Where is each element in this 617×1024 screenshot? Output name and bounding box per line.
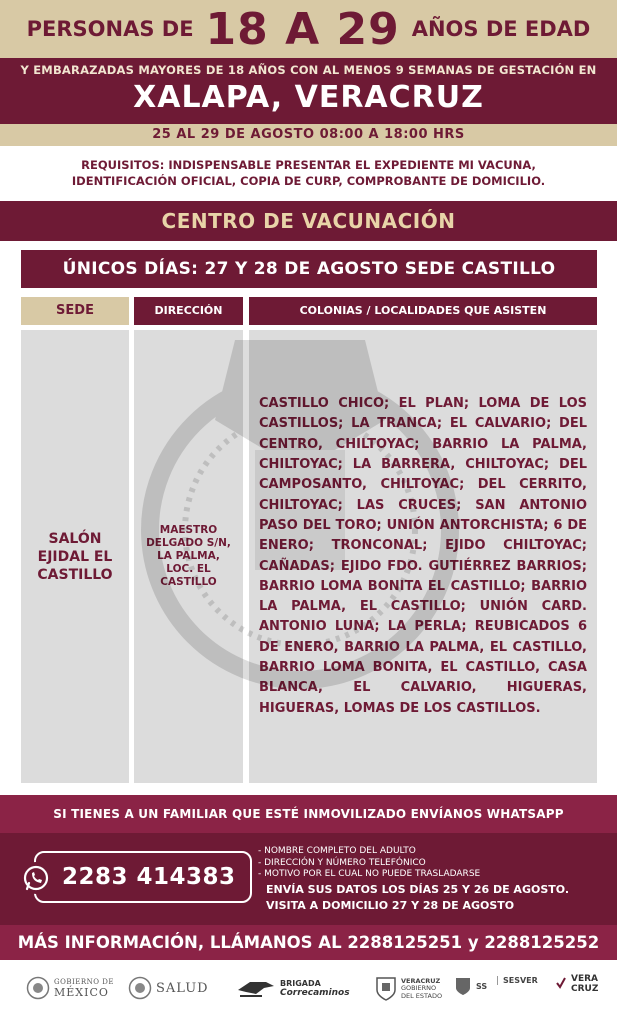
mexico-text: MÉXICO xyxy=(54,985,109,999)
brigada-correcaminos-logo xyxy=(236,976,350,1000)
phone-box[interactable] xyxy=(34,851,252,903)
table-cell-sede xyxy=(21,330,129,783)
salud-logo xyxy=(128,976,209,1000)
center-title: CENTRO DE VACUNACIÓN xyxy=(0,201,617,241)
table-header-colonias: COLONIAS / LOCALIDADES QUE ASISTEN xyxy=(249,297,597,325)
whatsapp-section xyxy=(0,833,617,925)
send-info-line-2: VISITA A DOMICILIO 27 Y 28 DE AGOSTO xyxy=(266,899,515,912)
send-info-line-1: ENVÍA SUS DATOS LOS DÍAS 25 Y 26 DE AGOSTO. xyxy=(266,883,570,896)
only-days-banner: ÚNICOS DÍAS: 27 Y 28 DE AGOSTO SEDE CASTILLO xyxy=(21,250,597,288)
requirements-text xyxy=(40,157,577,189)
dates-bar: 25 AL 29 DE AGOSTO 08:00 A 18:00 HRS xyxy=(0,124,617,146)
sesver-logo xyxy=(497,976,538,985)
check-icon xyxy=(555,975,567,993)
salud-seal-icon xyxy=(128,976,152,1000)
direccion-text: MAESTRO DELGADO S/N, LA PALMA, LOC. EL CASTILLO xyxy=(146,524,231,588)
correcaminos-text: Correcaminos xyxy=(280,987,350,998)
veracruz-gobierno-logo xyxy=(375,976,442,1002)
table-cell-colonias xyxy=(249,330,597,783)
veracruz-text: VERACRUZ xyxy=(401,976,441,985)
roadrunner-icon xyxy=(236,976,276,1000)
header-location-banner xyxy=(0,58,617,124)
whatsapp-icon xyxy=(20,862,52,894)
ss-logo xyxy=(454,976,487,996)
eagle-seal-icon xyxy=(26,976,50,1000)
logos-footer xyxy=(0,960,617,1024)
brigada-text: BRIGADA xyxy=(280,978,321,988)
header-suffix: AÑOS DE EDAD xyxy=(411,17,591,41)
requirements-line-1: REQUISITOS: INDISPENSABLE PRESENTAR EL EXPEDIENTE MI VACUNA, xyxy=(81,158,536,172)
veracruz-brand-logo xyxy=(555,974,598,994)
gobierno-text: GOBIERNO DE xyxy=(54,977,114,986)
header-age-range: 18 A 29 xyxy=(205,3,400,55)
ss-text: SS xyxy=(476,981,488,991)
table-cell-direccion xyxy=(134,330,243,783)
veracruz-shield-icon xyxy=(375,976,397,1002)
table-header-sede: SEDE xyxy=(21,297,129,325)
more-info-banner: MÁS INFORMACIÓN, LLÁMANOS AL 2288125251 y 2288125252 xyxy=(0,925,617,960)
ss-shield-icon xyxy=(454,976,472,996)
sede-text: SALÓN EJIDAL EL CASTILLO xyxy=(37,530,113,583)
family-whatsapp-banner: SI TIENES A UN FAMILIAR QUE ESTÉ INMOVILIZADO ENVÍANOS WHATSAPP xyxy=(0,795,617,833)
bullet-item: - NOMBRE COMPLETO DEL ADULTO xyxy=(258,846,416,856)
requirements-line-2: IDENTIFICACIÓN OFICIAL, COPIA DE CURP, COMPROBANTE DE DOMICILIO. xyxy=(71,174,546,188)
del-estado-text: DEL ESTADO xyxy=(401,991,443,1000)
send-info xyxy=(266,882,569,914)
header-city: XALAPA, VERACRUZ xyxy=(133,80,484,115)
header-top-banner xyxy=(0,0,617,58)
bullet-item: - DIRECCIÓN Y NÚMERO TELEFÓNICO xyxy=(258,857,426,868)
gobierno-mexico-logo xyxy=(26,976,114,1000)
gobierno-estado-text: GOBIERNO xyxy=(401,984,437,993)
salud-text: SALUD xyxy=(156,980,209,996)
table-header-direccion: DIRECCIÓN xyxy=(134,297,243,325)
header-prefix: PERSONAS DE xyxy=(26,17,194,41)
phone-number[interactable]: 2283 414383 xyxy=(62,864,236,890)
bullet-item: - MOTIVO POR EL CUAL NO PUEDE TRASLADARSE xyxy=(258,869,481,879)
colonias-text: CASTILLO CHICO; EL PLAN; LOMA DE LOS CASTILLOS; LA TRANCA; EL CALVARIO; DEL CENTRO, CHILTOYAC; BARRIO LA PALMA, CHILTOYAC; LA BARRERA, CHILTOYAC; DEL CAMPOSANTO, CHILTOYAC; DEL CERRITO, CHILTOYAC; LAS CRUCES; SAN ANTONIO PASO DEL TORO; UNIÓN ANTORCHISTA; 6 DE ENERO; TRONCONAL; EJIDO CHILTOYAC; CAÑADAS; EJIDO FDO. GUTIÉRREZ BARRIOS; BARRIO LOMA BONITA EL CASTILLO; BARRIO LA PALMA, EL CASTILLO; UNIÓN CARD. ANTONIO LUNA; LA PERLA; REUBICADOS 6 DE ENERO, BARRIO LA PALMA, EL CASTILLO, BARRIO LOMA BONITA, EL CASTILLO, CASA BLANCA, EL CALVARIO, HIGUERAS, HIGUERAS, LOMAS DE LOS CASTILLOS. xyxy=(259,396,587,716)
vera-text: VERA xyxy=(571,974,599,984)
sesver-text: SESVER xyxy=(503,976,538,985)
cruz-text: CRUZ xyxy=(571,984,599,994)
header-subtitle: Y EMBARAZADAS MAYORES DE 18 AÑOS CON AL MENOS 9 SEMANAS DE GESTACIÓN EN xyxy=(20,63,597,77)
requirements-bullets xyxy=(258,846,480,881)
